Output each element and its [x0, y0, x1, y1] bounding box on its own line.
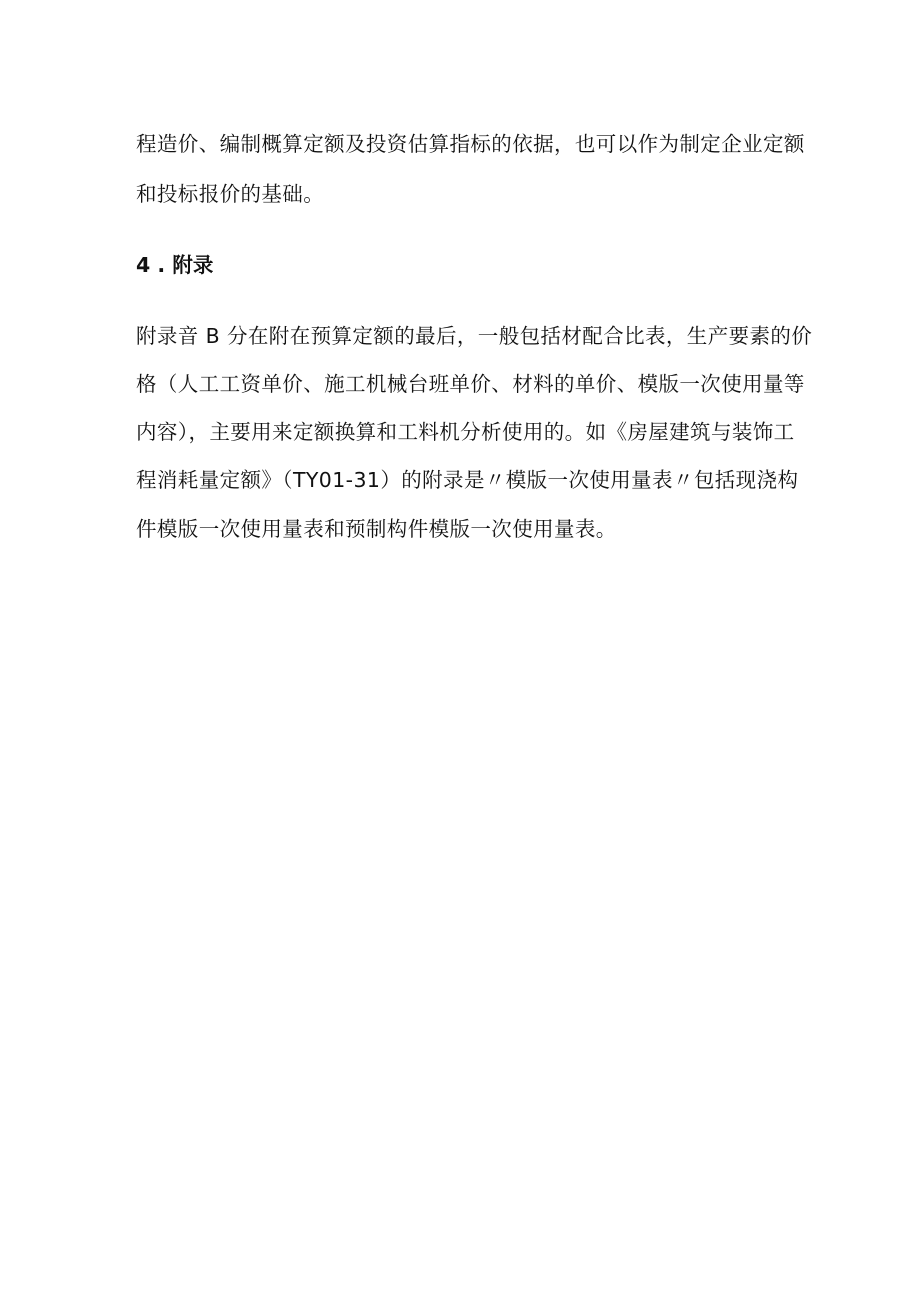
paragraph-2-line-3: 内容），主要用来定额换算和工料机分析使用的。如《房屋建筑与装饰工	[136, 420, 795, 444]
paragraph-1-line-1: 程造价、编制概算定额及投资估算指标的依据，也可以作为制定企业定额	[136, 132, 805, 156]
paragraph-2-line-5: 件模版一次使用量表和预制构件模版一次使用量表。	[136, 517, 617, 541]
paragraph-2-line-2: 格（人工工资单价、施工机械台班单价、材料的单价、模版一次使用量等	[136, 372, 805, 396]
paragraph-2-line-4: 程消耗量定额》（TY01-31）的附录是〃模版一次使用量表〃包括现浇构	[136, 468, 799, 492]
section-heading: 4 . 附录	[136, 253, 214, 277]
paragraph-1-line-2: 和投标报价的基础。	[136, 182, 325, 206]
paragraph-2-line-1: 附录音 B 分在附在预算定额的最后，一般包括材配合比表，生产要素的价	[136, 324, 813, 348]
